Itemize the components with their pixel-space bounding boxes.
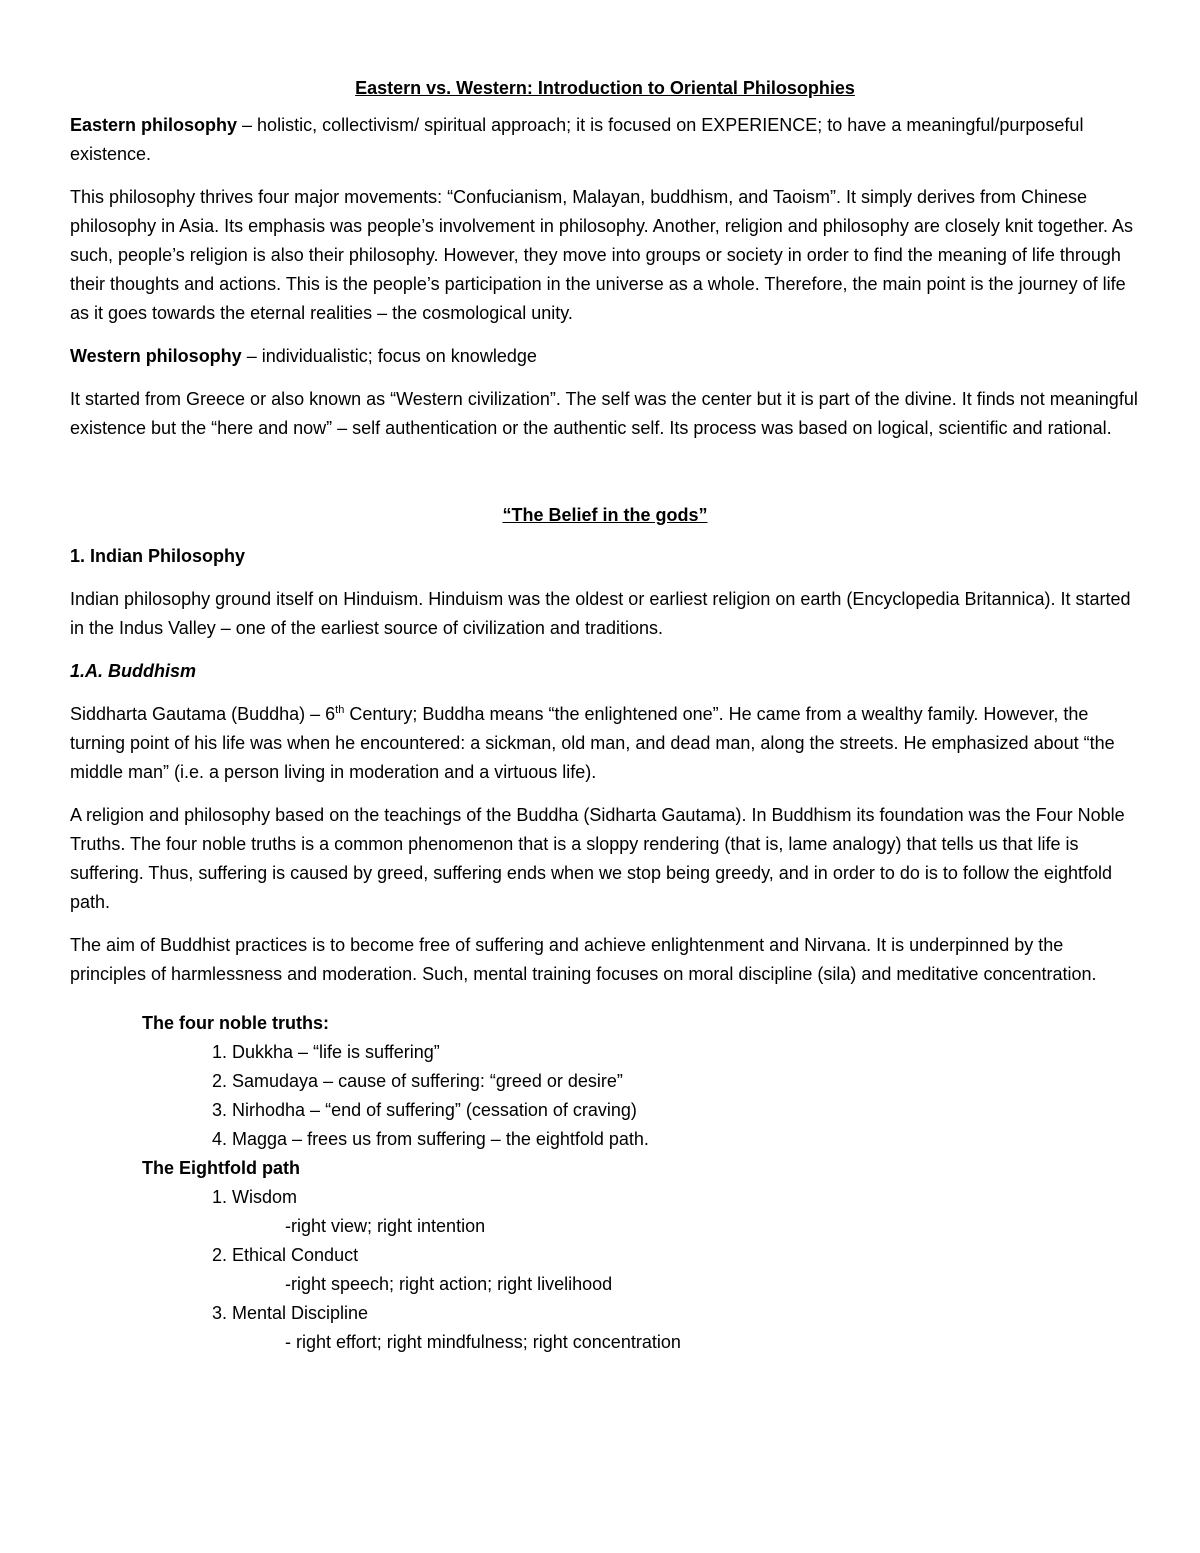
western-definition-text: – individualistic; focus on knowledge [241, 346, 537, 366]
western-paragraph: It started from Greece or also known as “Western civilization”. The self was the center but it is part of the divine. It finds not meaningful existence but the “here and now” – self authentication or the authentic self. Its process was based on logical, scientific and rational. [70, 389, 1138, 438]
buddhism-p1-start: Siddharta Gautama (Buddha) – 6 [70, 704, 336, 724]
noble-truth-item: 3. Nirhodha – “end of suffering” (cessation of craving) [212, 1100, 637, 1120]
eightfold-group-detail: -right speech; right action; right livelihood [285, 1274, 613, 1294]
superscript-th: th [335, 704, 345, 716]
eastern-definition [70, 111, 1140, 169]
noble-truths-heading: The four noble truths: [142, 1013, 329, 1033]
eightfold-group-name: 1. Wisdom [212, 1187, 298, 1207]
buddhism-paragraph-3: The aim of Buddhist practices is to become free of suffering and achieve enlightenment and Nirvana. It is underpinned by the principles of harmlessness and moderation. Such, mental training focuses on moral discipline (sila) and meditative concentration. [70, 935, 1097, 984]
indian-paragraph: Indian philosophy ground itself on Hinduism. Hinduism was the oldest or earliest religion on earth (Encyclopedia Britannica). It started in the Indus Valley – one of the earliest source of civilization and traditions. [70, 589, 1131, 638]
eightfold-group-name: 3. Mental Discipline [212, 1303, 369, 1323]
eastern-term: Eastern philosophy [70, 115, 238, 135]
document-title: Eastern vs. Western: Introduction to Oriental Philosophies [355, 78, 855, 98]
buddhism-p1-rest: Century; Buddha means “the enlightened one”. He came from a wealthy family. However, the turning point of his life was when he encountered: a sickman, old man, and dead man, along the streets. He emphasized about “the middle man” (i.e. a person living in moderation and a virtuous life). [70, 704, 1115, 782]
document-page [70, 74, 1140, 1357]
noble-truth-item: 2. Samudaya – cause of suffering: “greed or desire” [212, 1071, 623, 1091]
buddhism-paragraph-2: A religion and philosophy based on the teachings of the Buddha (Sidharta Gautama). In Buddhism its foundation was the Four Noble Truths. The four noble truths is a common phenomenon that is a sloppy rendering (that is, lame analogy) that tells us that life is suffering. Thus, suffering is caused by greed, suffering ends when we stop being greedy, and in order to do is to follow the eightfold path. [70, 805, 1125, 912]
eightfold-group-detail: - right effort; right mindfulness; right concentration [285, 1332, 681, 1352]
eastern-definition-text: – holistic, collectivism/ spiritual approach; it is focused on EXPERIENCE; to have a meaningful/purposeful existence. [70, 115, 1084, 164]
eightfold-group-detail: -right view; right intention [285, 1216, 486, 1236]
buddhism-paragraph-1 [70, 700, 1140, 787]
noble-truth-item: 1. Dukkha – “life is suffering” [212, 1042, 440, 1062]
indian-heading: 1. Indian Philosophy [70, 546, 246, 566]
eastern-paragraph: This philosophy thrives four major movements: “Confucianism, Malayan, buddhism, and Taoism”. It simply derives from Chinese philosophy in Asia. Its emphasis was people’s involvement in philosophy. Another, religion and philosophy are closely knit together. As such, people’s religion is also their philosophy. However, they move into groups or society in order to find the meaning of life through their thoughts and actions. This is the people’s participation in the universe as a whole. Therefore, the main point is the journey of life as it goes towards the eternal realities – the cosmological unity. [70, 187, 1133, 323]
noble-truth-item: 4. Magga – frees us from suffering – the eightfold path. [212, 1129, 649, 1149]
western-term: Western philosophy [70, 346, 242, 366]
section-title-belief: “The Belief in the gods” [502, 505, 708, 525]
western-definition [70, 342, 1140, 371]
eightfold-heading: The Eightfold path [142, 1158, 300, 1178]
buddhism-heading: 1.A. Buddhism [70, 661, 197, 681]
eightfold-group-name: 2. Ethical Conduct [212, 1245, 359, 1265]
